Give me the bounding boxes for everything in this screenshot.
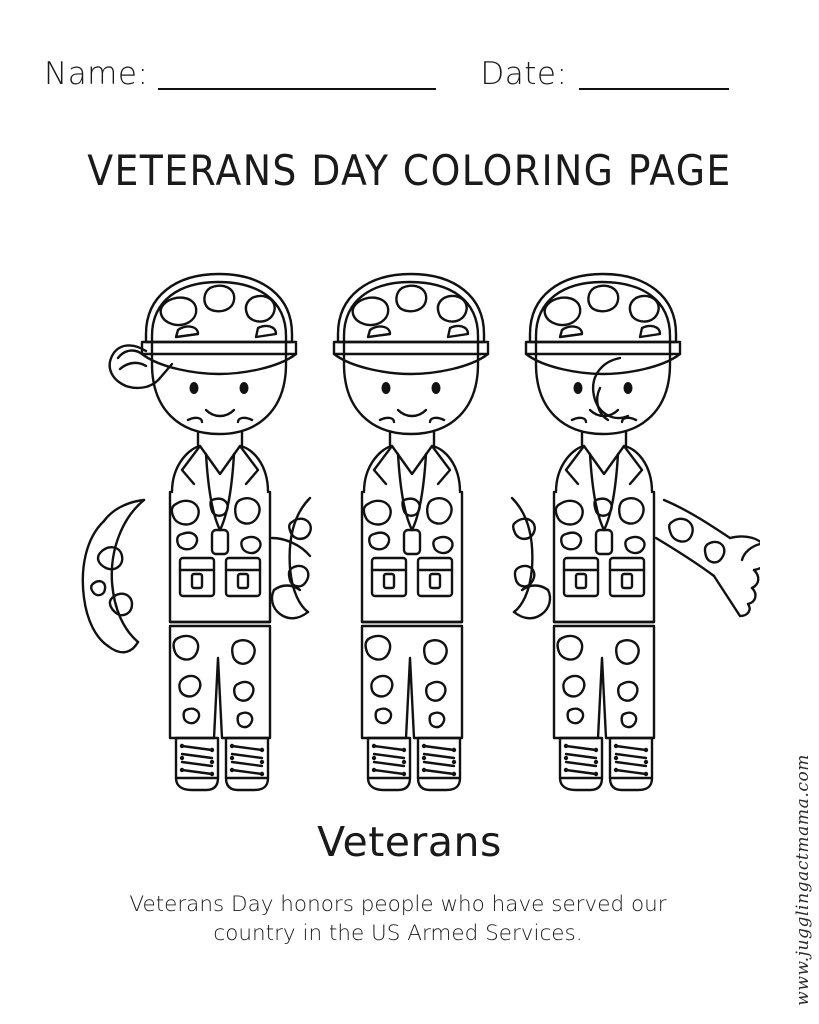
coloring-illustration (60, 238, 760, 798)
soldier-left (83, 274, 296, 790)
page-title: VETERANS DAY COLORING PAGE (87, 146, 732, 195)
name-label: Name: (44, 56, 149, 92)
description-text: Veterans Day honors people who have served our country in the US Armed Services. (129, 892, 667, 947)
site-watermark: www.jugglingactmama.com (793, 754, 813, 1006)
caption-word: Veterans (317, 818, 502, 866)
date-label: Date: (480, 56, 568, 92)
name-date-row (44, 58, 775, 90)
soldier-right (526, 274, 760, 790)
name-write-line[interactable] (158, 58, 436, 90)
soldier-center (272, 274, 550, 790)
date-write-line[interactable] (579, 58, 729, 90)
